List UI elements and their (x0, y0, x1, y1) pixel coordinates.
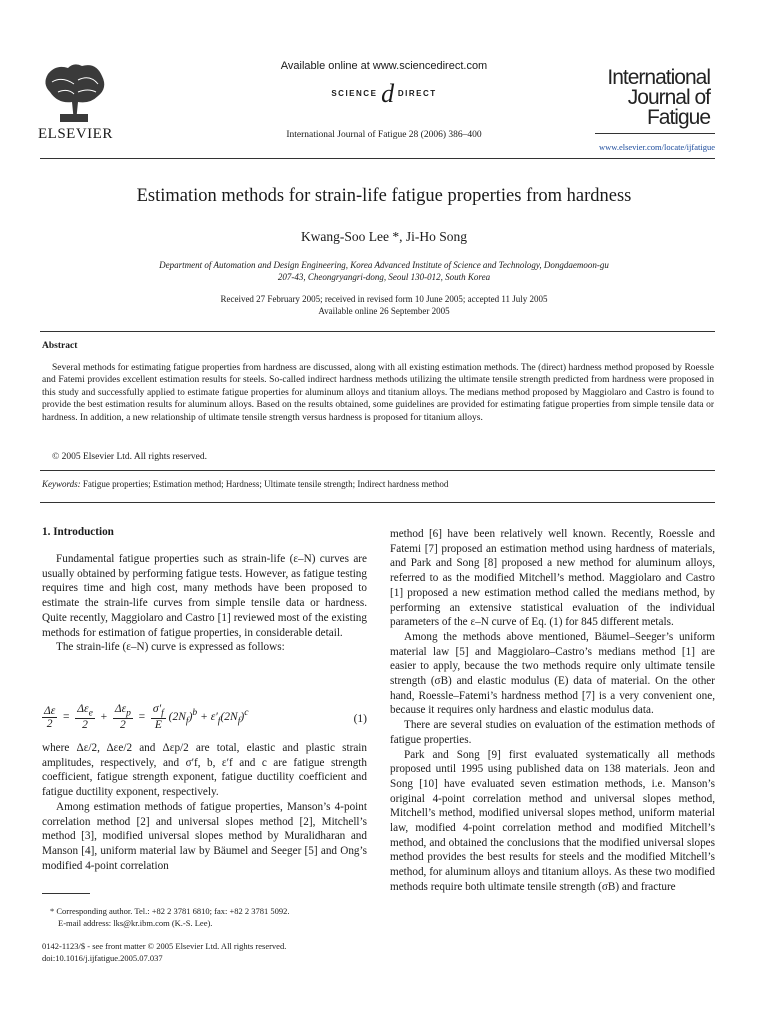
affiliation-line-1: Department of Automation and Design Engineering, Korea Advanced Institute of Science and Technology, Dongdaemoon-gu (159, 260, 609, 270)
eq-frac-stress: $\frac{\sigma'_f}{E}$ (152, 703, 164, 732)
abstract-body: Several methods for estimating fatigue properties from hardness are discussed, along with all existing estimation methods. The (direct) hardness method proposed by Roessle and Fatemi provides excellent estimation results for steels. So-called indirect hardness methods utilizing the ultimate tensile strength predicted from hardness were proposed in this study and successfully applied to estimate fatigue properties for aluminum alloys and titanium alloys. The medians method proposed by Maggiolaro and Castro is found to provide the best estimation results for aluminum alloys. Based on the results obtained, some guidelines are provided for estimating fatigue properties from simple tensile data or hardness. In addition, a new relationship of ultimate tensile strength versus hardness is proposed for titanium alloys. (42, 363, 714, 423)
front-matter-info (42, 940, 286, 964)
footnote-contact: * Corresponding author. Tel.: +82 2 3781 6810; fax: +82 2 3781 5092. (50, 906, 290, 916)
footnote-corresponding (50, 905, 290, 929)
article-authors: Kwang-Soo Lee *, Ji-Ho Song (300, 229, 468, 244)
journal-title-line-2: Journal of (627, 86, 710, 109)
intro-paragraph-4: Among estimation methods of fatigue properties, Manson’s 4-point correlation method [2] and universal slopes method [2], Mitchell’s method [3], modified universal slopes method by Muralidharan and Manson [4], uniform material law by Bäumel and Seeger [5] and Ong’s modified 4-point correlation (42, 800, 367, 872)
abstract-top-divider (40, 331, 715, 332)
received-dates: Received 27 February 2005; received in revised form 10 June 2005; accepted 11 July 2005 (220, 294, 548, 304)
abstract-bottom-divider (40, 470, 715, 471)
right-paragraph-2: Among the methods above mentioned, Bäumel–Seeger’s uniform material law [5] and Maggiolaro–Castro’s medians method [1] are easier to apply, because the two methods require only ultimate tensile strength (σB) and elastic modulus (E) data of material. On the other hand, Roessle–Fatemi’s hardness method [7] is a very convenient one, because it requires only hardness and elastic modulus data. (390, 630, 715, 717)
issn-line: 0142-1123/$ - see front matter © 2005 Elsevier Ltd. All rights reserved. (42, 941, 287, 951)
left-column-bottom (42, 741, 367, 873)
equation-number: (1) (353, 713, 367, 725)
abstract-heading: Abstract (42, 341, 78, 351)
available-date: Available online 26 September 2005 (318, 306, 450, 316)
footnote-email[interactable]: E-mail address: lks@kr.ibm.com (K.-S. Lee). (58, 918, 213, 928)
article-dates (0, 293, 768, 317)
journal-logo-rule (595, 133, 715, 134)
keywords-line (42, 479, 448, 489)
keywords-label: Keywords: (42, 479, 81, 489)
intro-paragraph-3: where Δε/2, Δεe/2 and Δεp/2 are total, elastic and plastic strain amplitudes, respectively, and σ′f, b, ε′f and c are fatigue strength coefficient, fatigue strength exponent, fatigue ductility coefficient and fatigue ductility exponent, respectively. (42, 742, 367, 799)
intro-paragraph-2: The strain-life (ε–N) curve is expressed as follows: (56, 641, 285, 654)
journal-title-line-3: Fatigue (646, 106, 710, 129)
intro-paragraph-1: Fundamental fatigue properties such as strain-life (ε–N) curves are usually obtained by performing fatigue tests. However, as fatigue testing requires time and high cost, many methods have been proposed to estimate the strain-life curves from simple tensile data or hardness. Quite recently, Maggiolaro and Castro [1] reviewed most of the existing methods for estimation of fatigue properties, in considerable detail. (42, 553, 367, 639)
journal-reference: International Journal of Fatigue 28 (2006) 386–400 (286, 130, 482, 140)
right-paragraph-4: Park and Song [9] first evaluated systematically all methods proposed until 1995 using published data on 138 materials. Jeon and Song [10] have evaluated seven estimation methods, i.e. Manson’s original 4-point correlation method and universal slopes method, Mitchell’s method, modified universal slopes method, uniform material law, modified 4-point correlation method and modified Mitchell’s method, and obtained the conclusions that the modified universal slopes method provides the best results for steels and the modified Mitchell’s method, for aluminum alloys and titanium alloys. As these two modified methods require both ultimate tensile strength (σB) and fracture (390, 748, 715, 893)
affiliation-line-2: 207-43, Cheongryangri-dong, Seoul 130-012, South Korea (277, 272, 491, 282)
journal-url-link[interactable]: www.elsevier.com/locate/ijfatigue (598, 142, 715, 152)
sd-at-icon: d (381, 79, 395, 108)
author-affiliation (100, 259, 668, 283)
abstract-copyright: © 2005 Elsevier Ltd. All rights reserved. (52, 452, 207, 462)
journal-logo (590, 68, 710, 128)
equation-1: $\frac{\Delta\varepsilon}{2}$ = $\frac{\Delta\varepsilon_e}{2}$ + $\frac{\Delta\varepsilon_p}{2}$ = $\frac{\sigma'_f}{E}$ $(2N_f)^b + \varepsilon'_f(2N_f)^c$ (1) (44, 703, 367, 732)
journal-title-line-1: International (607, 66, 710, 89)
available-online-text: Available online at www.sciencedirect.com (280, 60, 488, 72)
doi-line[interactable]: doi:10.1016/j.ijfatigue.2005.07.037 (42, 953, 163, 963)
header-divider (40, 158, 715, 159)
sd-left: SCIENCE (331, 89, 378, 99)
eq-frac-plastic: $\frac{\Delta\varepsilon_p}{2}$ (114, 703, 131, 732)
keywords-divider (40, 502, 715, 503)
right-column (390, 527, 715, 895)
sd-right: DIRECT (397, 89, 437, 99)
right-paragraph-3: There are several studies on evaluation of the estimation methods of fatigue properties. (390, 719, 715, 746)
keywords-list: Fatigue properties; Estimation method; Hardness; Ultimate tensile strength; Indirect hardness method (82, 479, 449, 489)
footnote-divider (42, 893, 90, 894)
eq-frac-elastic: $\frac{\Delta\varepsilon_e}{2}$ (77, 703, 93, 732)
article-title: Estimation methods for strain-life fatigue properties from hardness (136, 186, 632, 206)
right-paragraph-1: method [6] have been relatively well known. Recently, Roessle and Fatemi [7] proposed an estimation method using hardness of materials, and Park and Song [8] proposed a new method for aluminum alloys, referred to as the modified Mitchell’s method. Maggiolaro and Castro [1] proposed a new estimation method called the medians method, by performing an extensive statistical evaluation of the individual parameters of the ε–N curve of Eq. (1) for 845 different metals. (390, 528, 715, 629)
eq-frac-total: $\frac{\Delta\varepsilon}{2}$ (44, 704, 56, 730)
publisher-name: ELSEVIER (38, 126, 113, 142)
left-column-top (42, 552, 367, 655)
section-heading-introduction: 1. Introduction (42, 526, 114, 538)
